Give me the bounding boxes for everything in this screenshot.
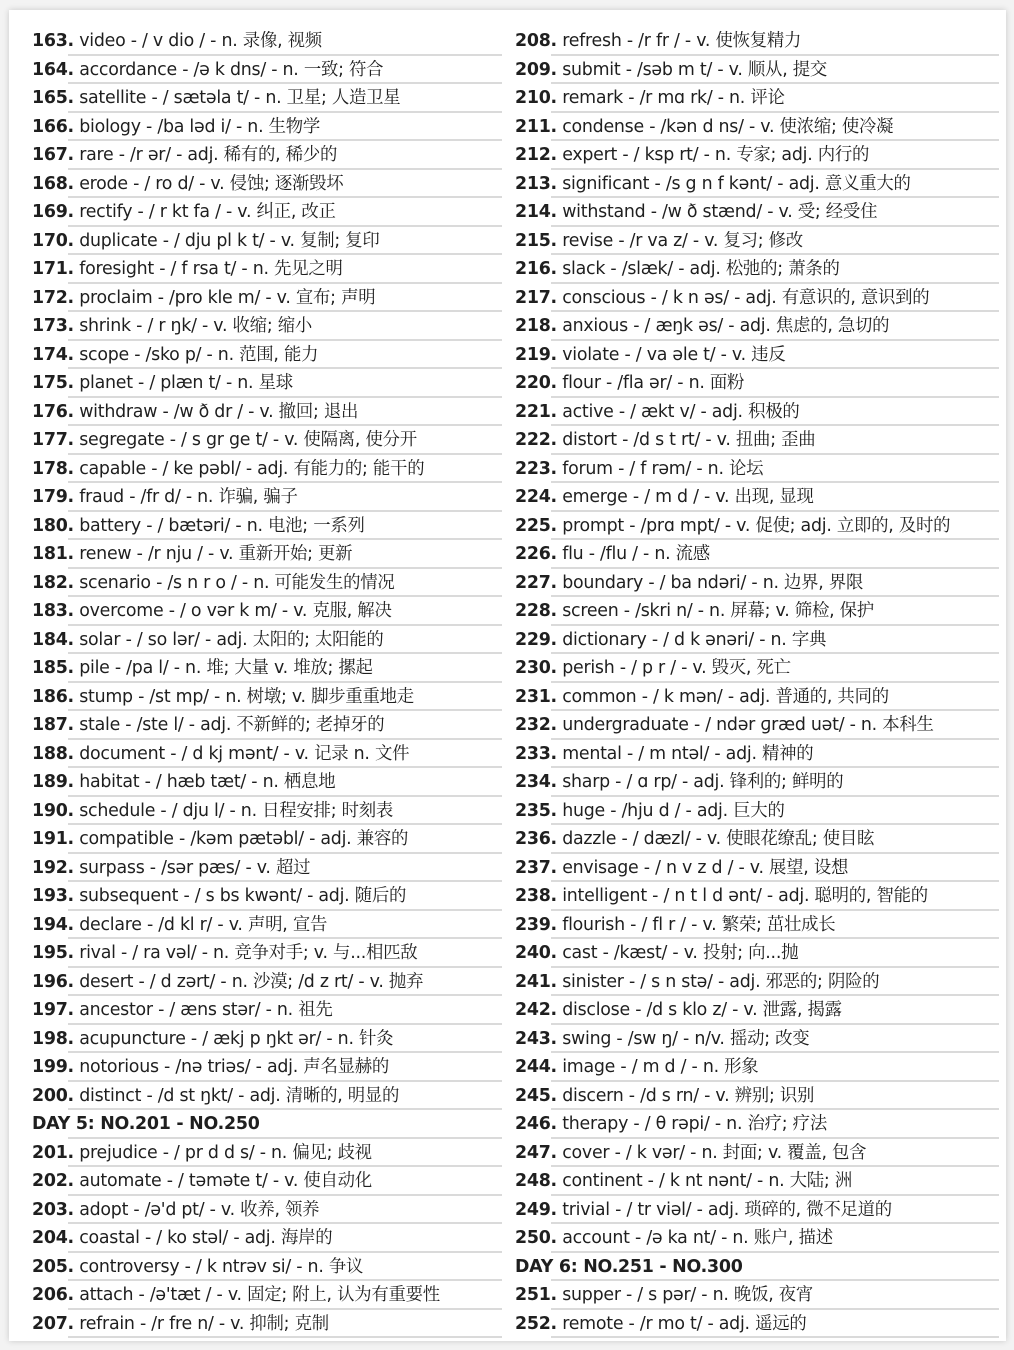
entry-text: shrink - / r ŋk/ - v. 收缩; 缩小	[79, 316, 312, 336]
vocab-entry	[515, 1281, 999, 1310]
entry-text: proclaim - /pro kle m/ - v. 宣布; 声明	[79, 287, 376, 308]
entry-text: emerge - / m d / - v. 出现, 显现	[562, 487, 814, 507]
vocab-entry	[515, 996, 999, 1025]
entry-text: violate - / va əle t/ - v. 违反	[562, 344, 786, 365]
entry-text: dazzle - / dæzl/ - v. 使眼花缭乱; 使目眩	[562, 829, 875, 849]
entry-text: controversy - / k ntrəv si/ - n. 争议	[79, 1256, 364, 1277]
entry-number: 186.	[32, 686, 74, 707]
vocab-entry	[32, 740, 502, 769]
entry-number: 235.	[515, 800, 557, 821]
entry-number: 180.	[32, 515, 74, 536]
entry-number: 234.	[515, 772, 557, 792]
vocab-entry	[515, 597, 999, 626]
right-column	[515, 27, 999, 1338]
vocab-entry	[32, 312, 502, 341]
entry-number: 209.	[515, 59, 557, 80]
entry-text: common - / k mən/ - adj. 普通的, 共同的	[562, 686, 889, 707]
vocab-entry	[32, 1196, 502, 1225]
vocab-entry	[32, 1253, 502, 1282]
left-column	[32, 27, 502, 1338]
entry-text: coastal - / ko stəl/ - adj. 海岸的	[79, 1228, 333, 1248]
entry-text: document - / d kj mənt/ - v. 记录 n. 文件	[79, 743, 410, 764]
entry-text: significant - /s g n f kənt/ - adj. 意义重大的	[562, 173, 911, 194]
entry-number: 239.	[515, 914, 557, 935]
entry-number: 177.	[32, 430, 74, 450]
vocab-entry	[32, 198, 502, 227]
entry-text: boundary - / ba ndəri/ - n. 边界, 界限	[562, 572, 864, 593]
entry-number: 188.	[32, 743, 74, 764]
vocab-entry	[515, 654, 999, 683]
entry-text: cover - / k vər/ - n. 封面; v. 覆盖, 包含	[562, 1142, 867, 1163]
vocab-entry	[515, 882, 999, 911]
vocab-entry	[32, 540, 502, 569]
entry-number: 175.	[32, 373, 74, 393]
entry-text: battery - / bætəri/ - n. 电池; 一系列	[79, 515, 365, 536]
day-heading	[515, 1253, 999, 1282]
entry-number: 189.	[32, 772, 74, 792]
entry-number: 197.	[32, 1000, 74, 1020]
entry-text: rival - / ra vəl/ - n. 竞争对手; v. 与...相匹敌	[79, 943, 418, 963]
vocab-entry	[515, 1139, 999, 1168]
vocab-entry	[515, 797, 999, 826]
entry-number: 211.	[515, 116, 557, 137]
entry-number: 165.	[32, 88, 74, 108]
vocab-entry	[32, 1310, 502, 1339]
vocab-entry	[32, 1053, 502, 1082]
entry-text: discern - /d s rn/ - v. 辨别; 识别	[562, 1085, 815, 1106]
vocab-entry	[515, 1025, 999, 1054]
entry-text: expert - / ksp rt/ - n. 专家; adj. 内行的	[562, 145, 870, 165]
vocab-entry	[515, 483, 999, 512]
vocab-entry	[32, 939, 502, 968]
entry-number: 185.	[32, 658, 74, 678]
vocab-entry	[32, 968, 502, 997]
entry-text: compatible - /kəm pætəbl/ - adj. 兼容的	[79, 829, 409, 849]
entry-text: overcome - / o vər k m/ - v. 克服, 解决	[79, 601, 392, 621]
entry-number: 233.	[515, 743, 557, 764]
entry-number: 252.	[515, 1313, 557, 1334]
entry-text: submit - /səb m t/ - v. 顺从, 提交	[562, 59, 828, 80]
entry-text: desert - / d zərt/ - n. 沙漠; /d z rt/ - v. 抛弃	[79, 971, 424, 992]
entry-number: 208.	[515, 31, 557, 51]
entry-number: 194.	[32, 914, 74, 935]
entry-text: distort - /d s t rt/ - v. 扭曲; 歪曲	[562, 430, 816, 450]
vocab-entry	[515, 1224, 999, 1253]
entry-text: flu - /flu / - n. 流感	[562, 544, 710, 564]
entry-text: disclose - /d s klo z/ - v. 泄露, 揭露	[562, 1000, 842, 1020]
entry-text: planet - / plæn t/ - n. 星球	[79, 373, 293, 393]
entry-number: 166.	[32, 116, 74, 137]
vocab-entry	[32, 56, 502, 85]
entry-number: 191.	[32, 829, 74, 849]
entry-number: 198.	[32, 1028, 74, 1049]
entry-number: 207.	[32, 1313, 74, 1334]
entry-number: 204.	[32, 1228, 74, 1248]
entry-number: 243.	[515, 1028, 557, 1049]
entry-text: prejudice - / pr d d s/ - n. 偏见; 歧视	[79, 1142, 372, 1163]
entry-number: 221.	[515, 401, 557, 422]
vocab-entry	[32, 455, 502, 484]
entry-text: conscious - / k n əs/ - adj. 有意识的, 意识到的	[562, 287, 930, 308]
entry-number: 219.	[515, 344, 557, 365]
entry-text: remark - /r mɑ rk/ - n. 评论	[562, 88, 785, 108]
vocab-entry	[515, 740, 999, 769]
entry-number: 200.	[32, 1085, 74, 1106]
vocab-entry	[515, 198, 999, 227]
entry-number: 246.	[515, 1114, 557, 1134]
entry-number: 213.	[515, 173, 557, 194]
vocab-entry	[515, 341, 999, 370]
entry-text: condense - /kən d ns/ - v. 使浓缩; 使冷凝	[562, 116, 894, 137]
entry-text: intelligent - / n t l d ənt/ - adj. 聪明的, 智能的	[562, 886, 928, 906]
vocab-entry	[32, 1025, 502, 1054]
entry-number: 250.	[515, 1228, 557, 1248]
entry-number: 187.	[32, 715, 74, 735]
vocab-entry	[32, 141, 502, 170]
vocab-entry	[32, 113, 502, 142]
entry-number: 169.	[32, 202, 74, 222]
vocab-entry	[515, 426, 999, 455]
vocab-entry	[32, 654, 502, 683]
vocab-entry	[515, 540, 999, 569]
entry-text: accordance - /ə k dns/ - n. 一致; 符合	[79, 59, 384, 80]
vocab-entry	[32, 1281, 502, 1310]
vocab-entry	[32, 512, 502, 541]
entry-number: 237.	[515, 857, 557, 878]
entry-text: stale - /ste l/ - adj. 不新鲜的; 老掉牙的	[79, 715, 385, 735]
vocab-entry	[515, 512, 999, 541]
entry-text: image - / m d / - n. 形象	[562, 1057, 759, 1077]
vocab-entry	[32, 84, 502, 113]
entry-text: continent - / k nt nənt/ - n. 大陆; 洲	[562, 1171, 852, 1191]
entry-number: 183.	[32, 601, 74, 621]
entry-text: refrain - /r fre n/ - v. 抑制; 克制	[79, 1313, 329, 1334]
entry-number: 240.	[515, 943, 557, 963]
entry-text: flour - /fla ər/ - n. 面粉	[562, 373, 745, 393]
entry-text: notorious - /nə triəs/ - adj. 声名显赫的	[79, 1057, 390, 1077]
entry-text: scenario - /s n r o / - n. 可能发生的情况	[79, 572, 395, 593]
entry-number: 231.	[515, 686, 557, 707]
entry-number: 199.	[32, 1057, 74, 1077]
vocab-entry	[32, 341, 502, 370]
entry-number: 251.	[515, 1285, 557, 1305]
entry-text: duplicate - / dju pl k t/ - v. 复制; 复印	[79, 230, 380, 251]
entry-number: 202.	[32, 1171, 74, 1191]
entry-text: anxious - / æŋk əs/ - adj. 焦虑的, 急切的	[562, 316, 890, 336]
vocab-entry	[32, 483, 502, 512]
vocab-entry	[515, 141, 999, 170]
entry-text: foresight - / f rsa t/ - n. 先见之明	[79, 259, 343, 279]
entry-number: 174.	[32, 344, 74, 365]
entry-number: 171.	[32, 259, 74, 279]
entry-text: renew - /r nju / - v. 重新开始; 更新	[79, 544, 353, 564]
entry-number: 215.	[515, 230, 557, 251]
entry-text: supper - / s pər/ - n. 晚饭, 夜宵	[562, 1285, 814, 1305]
vocab-entry	[515, 569, 999, 598]
vocab-entry	[515, 626, 999, 655]
entry-text: scope - /sko p/ - n. 范围, 能力	[79, 344, 319, 365]
entry-number: 173.	[32, 316, 74, 336]
entry-text: video - / v dio / - n. 录像, 视频	[79, 31, 322, 51]
day-heading-text: DAY 6: NO.251 - NO.300	[515, 1256, 743, 1277]
entry-number: 184.	[32, 629, 74, 650]
vocab-entry	[32, 825, 502, 854]
day-heading	[32, 1110, 502, 1139]
entry-text: acupuncture - / ækj p ŋkt ər/ - n. 针灸	[79, 1028, 394, 1049]
entry-number: 232.	[515, 715, 557, 735]
vocab-entry	[515, 56, 999, 85]
vocabulary-sheet	[9, 10, 1006, 1341]
vocab-entry	[32, 284, 502, 313]
entry-number: 247.	[515, 1142, 557, 1163]
vocab-entry	[32, 27, 502, 56]
vocab-entry	[32, 797, 502, 826]
entry-number: 212.	[515, 145, 557, 165]
entry-text: erode - / ro d/ - v. 侵蚀; 逐渐毁坏	[79, 173, 344, 194]
entry-text: stump - /st mp/ - n. 树墩; v. 脚步重重地走	[79, 686, 414, 707]
entry-number: 225.	[515, 515, 557, 536]
entry-text: screen - /skri n/ - n. 屏幕; v. 筛检, 保护	[562, 601, 874, 621]
entry-number: 178.	[32, 458, 74, 479]
vocab-entry	[515, 711, 999, 740]
entry-text: mental - / m ntəl/ - adj. 精神的	[562, 743, 814, 764]
entry-text: surpass - /sər pæs/ - v. 超过	[79, 857, 311, 878]
entry-number: 248.	[515, 1171, 557, 1191]
vocab-entry	[515, 1082, 999, 1111]
vocab-entry	[515, 683, 999, 712]
entry-number: 220.	[515, 373, 557, 393]
entry-text: sharp - / ɑ rp/ - adj. 锋利的; 鲜明的	[562, 772, 844, 792]
vocab-entry	[32, 1139, 502, 1168]
entry-number: 205.	[32, 1256, 74, 1277]
entry-text: biology - /ba ləd i/ - n. 生物学	[79, 116, 321, 137]
vocab-entry	[515, 911, 999, 940]
entry-number: 164.	[32, 59, 74, 80]
entry-text: swing - /sw ŋ/ - n/v. 摇动; 改变	[562, 1028, 810, 1049]
entry-number: 244.	[515, 1057, 557, 1077]
entry-text: rare - /r ər/ - adj. 稀有的, 稀少的	[79, 145, 338, 165]
vocab-entry	[515, 1053, 999, 1082]
entry-number: 245.	[515, 1085, 557, 1106]
vocab-entry	[32, 626, 502, 655]
vocab-entry	[515, 27, 999, 56]
entry-text: distinct - /d st ŋkt/ - adj. 清晰的, 明显的	[79, 1085, 400, 1106]
vocab-entry	[32, 683, 502, 712]
entry-number: 170.	[32, 230, 74, 251]
vocab-entry	[515, 455, 999, 484]
entry-text: segregate - / s gr ge t/ - v. 使隔离, 使分开	[79, 430, 417, 450]
vocab-entry	[515, 255, 999, 284]
entry-text: trivial - / tr viəl/ - adj. 琐碎的, 微不足道的	[562, 1199, 892, 1220]
vocab-entry	[32, 597, 502, 626]
vocab-entry	[515, 398, 999, 427]
vocab-entry	[515, 312, 999, 341]
entry-text: envisage - / n v z d / - v. 展望, 设想	[562, 857, 849, 878]
entry-number: 193.	[32, 886, 74, 906]
entry-number: 218.	[515, 316, 557, 336]
entry-number: 168.	[32, 173, 74, 194]
entry-number: 227.	[515, 572, 557, 593]
vocab-entry	[32, 854, 502, 883]
entry-number: 190.	[32, 800, 74, 821]
entry-number: 203.	[32, 1199, 74, 1220]
vocab-entry	[32, 882, 502, 911]
entry-text: forum - / f rəm/ - n. 论坛	[562, 458, 764, 479]
entry-text: fraud - /fr d/ - n. 诈骗, 骗子	[79, 487, 298, 507]
entry-number: 172.	[32, 287, 74, 308]
vocab-entry	[515, 369, 999, 398]
entry-text: active - / ækt v/ - adj. 积极的	[562, 401, 800, 422]
vocab-entry	[32, 369, 502, 398]
entry-number: 217.	[515, 287, 557, 308]
entry-number: 216.	[515, 259, 557, 279]
entry-number: 222.	[515, 430, 557, 450]
entry-text: slack - /slæk/ - adj. 松弛的; 萧条的	[562, 259, 840, 279]
entry-number: 179.	[32, 487, 74, 507]
entry-number: 176.	[32, 401, 74, 422]
entry-number: 229.	[515, 629, 557, 650]
vocab-entry	[32, 1082, 502, 1111]
vocab-entry	[32, 1224, 502, 1253]
entry-text: revise - /r va z/ - v. 复习; 修改	[562, 230, 803, 251]
vocab-entry	[32, 255, 502, 284]
vocab-entry	[515, 939, 999, 968]
entry-number: 214.	[515, 202, 557, 222]
vocab-entry	[32, 170, 502, 199]
entry-number: 242.	[515, 1000, 557, 1020]
entry-number: 224.	[515, 487, 557, 507]
entry-number: 238.	[515, 886, 557, 906]
entry-text: adopt - /ə'd pt/ - v. 收养, 领养	[79, 1199, 320, 1220]
entry-number: 182.	[32, 572, 74, 593]
entry-number: 223.	[515, 458, 557, 479]
vocab-entry	[515, 825, 999, 854]
entry-number: 192.	[32, 857, 74, 878]
entry-text: pile - /pa l/ - n. 堆; 大量 v. 堆放; 摞起	[79, 658, 373, 678]
entry-text: rectify - / r kt fa / - v. 纠正, 改正	[79, 202, 336, 222]
entry-number: 241.	[515, 971, 557, 992]
entry-text: declare - /d kl r/ - v. 声明, 宣告	[79, 914, 328, 935]
entry-number: 230.	[515, 658, 557, 678]
vocab-entry	[32, 711, 502, 740]
entry-number: 236.	[515, 829, 557, 849]
entry-number: 226.	[515, 544, 557, 564]
entry-number: 163.	[32, 31, 74, 51]
entry-number: 167.	[32, 145, 74, 165]
vocab-entry	[32, 398, 502, 427]
vocab-entry	[515, 1167, 999, 1196]
entry-number: 206.	[32, 1285, 74, 1305]
vocab-entry	[515, 170, 999, 199]
entry-number: 201.	[32, 1142, 74, 1163]
entry-text: habitat - / hæb tæt/ - n. 栖息地	[79, 772, 336, 792]
entry-text: capable - / ke pəbl/ - adj. 有能力的; 能干的	[79, 458, 425, 479]
entry-text: subsequent - / s bs kwənt/ - adj. 随后的	[79, 886, 407, 906]
entry-number: 196.	[32, 971, 74, 992]
entry-text: perish - / p r / - v. 毁灭, 死亡	[562, 658, 791, 678]
entry-text: dictionary - / d k ənəri/ - n. 字典	[562, 629, 827, 650]
entry-text: cast - /kæst/ - v. 投射; 向...抛	[562, 943, 799, 963]
entry-number: 210.	[515, 88, 557, 108]
vocab-entry	[515, 854, 999, 883]
entry-text: therapy - / θ rəpi/ - n. 治疗; 疗法	[562, 1114, 827, 1134]
entry-text: huge - /hju d / - adj. 巨大的	[562, 800, 785, 821]
vocab-entry	[515, 1196, 999, 1225]
entry-text: refresh - /r fr / - v. 使恢复精力	[562, 31, 802, 51]
day-heading-text: DAY 5: NO.201 - NO.250	[32, 1114, 260, 1134]
entry-text: prompt - /prɑ mpt/ - v. 促使; adj. 立即的, 及时的	[562, 515, 951, 536]
vocab-entry	[515, 113, 999, 142]
entry-text: ancestor - / æns stər/ - n. 祖先	[79, 1000, 333, 1020]
entry-text: schedule - / dju l/ - n. 日程安排; 时刻表	[79, 800, 393, 821]
entry-number: 195.	[32, 943, 74, 963]
vocab-entry	[32, 768, 502, 797]
vocab-entry	[515, 284, 999, 313]
vocab-entry	[515, 968, 999, 997]
entry-text: withstand - /w ð stænd/ - v. 受; 经受住	[562, 202, 878, 222]
entry-text: withdraw - /w ð dr / - v. 撤回; 退出	[79, 401, 359, 422]
vocab-entry	[515, 227, 999, 256]
entry-text: undergraduate - / ndər ɡræd uət/ - n. 本科生	[562, 715, 934, 735]
vocab-entry	[32, 569, 502, 598]
entry-text: solar - / so lər/ - adj. 太阳的; 太阳能的	[79, 629, 384, 650]
vocab-entry	[32, 911, 502, 940]
entry-text: flourish - / fl r / - v. 繁荣; 茁壮成长	[562, 914, 836, 935]
vocab-entry	[515, 1110, 999, 1139]
vocab-entry	[515, 768, 999, 797]
vocab-entry	[32, 227, 502, 256]
vocab-entry	[32, 426, 502, 455]
entry-text: remote - /r mo t/ - adj. 遥远的	[562, 1313, 807, 1334]
entry-number: 228.	[515, 601, 557, 621]
vocab-entry	[32, 1167, 502, 1196]
vocab-entry	[32, 996, 502, 1025]
entry-text: attach - /ə'tæt / - v. 固定; 附上, 认为有重要性	[79, 1285, 440, 1305]
vocab-entry	[515, 84, 999, 113]
entry-number: 181.	[32, 544, 74, 564]
vocab-entry	[515, 1310, 999, 1339]
entry-text: satellite - / sætəla t/ - n. 卫星; 人造卫星	[79, 88, 401, 108]
entry-text: account - /ə ka nt/ - n. 账户, 描述	[562, 1228, 833, 1248]
entry-number: 249.	[515, 1199, 557, 1220]
entry-text: automate - / təməte t/ - v. 使自动化	[79, 1171, 372, 1191]
entry-text: sinister - / s n stə/ - adj. 邪恶的; 阴险的	[562, 971, 880, 992]
